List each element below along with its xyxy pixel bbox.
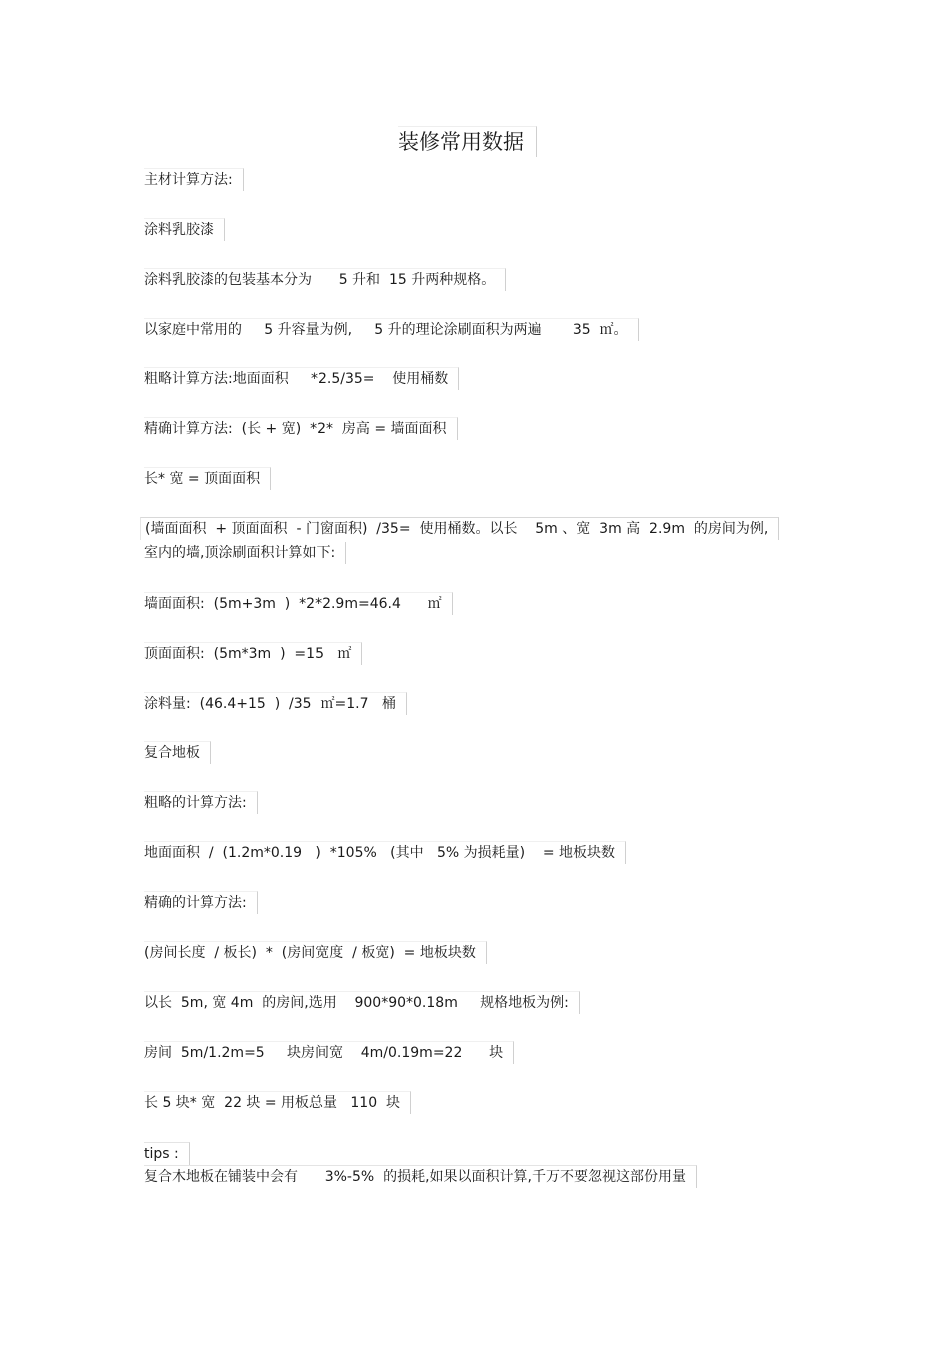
tips-label: tips : <box>144 1142 190 1165</box>
paragraph-line: 顶面面积: (5m*3m ) =15 ㎡ <box>144 642 362 665</box>
paragraph-line: 精确计算方法: (长 + 宽) *2* 房高 = 墙面面积 <box>144 417 458 440</box>
paragraph-line: 粗略的计算方法: <box>144 791 258 814</box>
tips-text: 复合木地板在铺装中会有 3%-5% 的损耗,如果以面积计算,千万不要忽视这部份用量 <box>144 1165 697 1188</box>
paragraph-line: 粗略计算方法:地面面积 *2.5/35= 使用桶数 <box>144 367 459 390</box>
paragraph-line: (墙面面积 + 顶面面积 - 门窗面积) /35= 使用桶数。以长 5m 、宽 3m 高 2.9m 的房间为例, <box>140 517 779 540</box>
section-heading-main-materials: 主材计算方法: <box>144 168 244 191</box>
paragraph-line: 长* 宽 = 顶面面积 <box>144 467 271 490</box>
paragraph-line: 墙面面积: (5m+3m ) *2*2.9m=46.4 ㎡ <box>144 592 453 615</box>
paragraph-line: 涂料乳胶漆的包装基本分为 5 升和 15 升两种规格。 <box>144 268 506 291</box>
paragraph-line: 室内的墙,顶涂刷面积计算如下: <box>144 542 346 564</box>
page-title: 装修常用数据 <box>398 126 537 157</box>
paragraph-line: 以家庭中常用的 5 升容量为例, 5 升的理论涂刷面积为两遍 35 ㎡。 <box>144 318 639 341</box>
paragraph-line: 地面面积 / (1.2m*0.19 ) *105% (其中 5% 为损耗量) = 地板块数 <box>144 841 626 864</box>
paragraph-line: 以长 5m, 宽 4m 的房间,选用 900*90*0.18m 规格地板为例: <box>144 991 580 1014</box>
paragraph-line: 精确的计算方法: <box>144 891 258 914</box>
paragraph-line: 长 5 块* 宽 22 块 = 用板总量 110 块 <box>144 1091 411 1114</box>
paragraph-line: 涂料量: (46.4+15 ) /35 ㎡=1.7 桶 <box>144 692 407 715</box>
paragraph-line: (房间长度 / 板长) * (房间宽度 / 板宽) = 地板块数 <box>144 941 487 964</box>
subsection-heading-latex-paint: 涂料乳胶漆 <box>144 218 225 241</box>
paragraph-line: 房间 5m/1.2m=5 块房间宽 4m/0.19m=22 块 <box>144 1041 514 1064</box>
subsection-heading-laminate-flooring: 复合地板 <box>144 741 211 764</box>
